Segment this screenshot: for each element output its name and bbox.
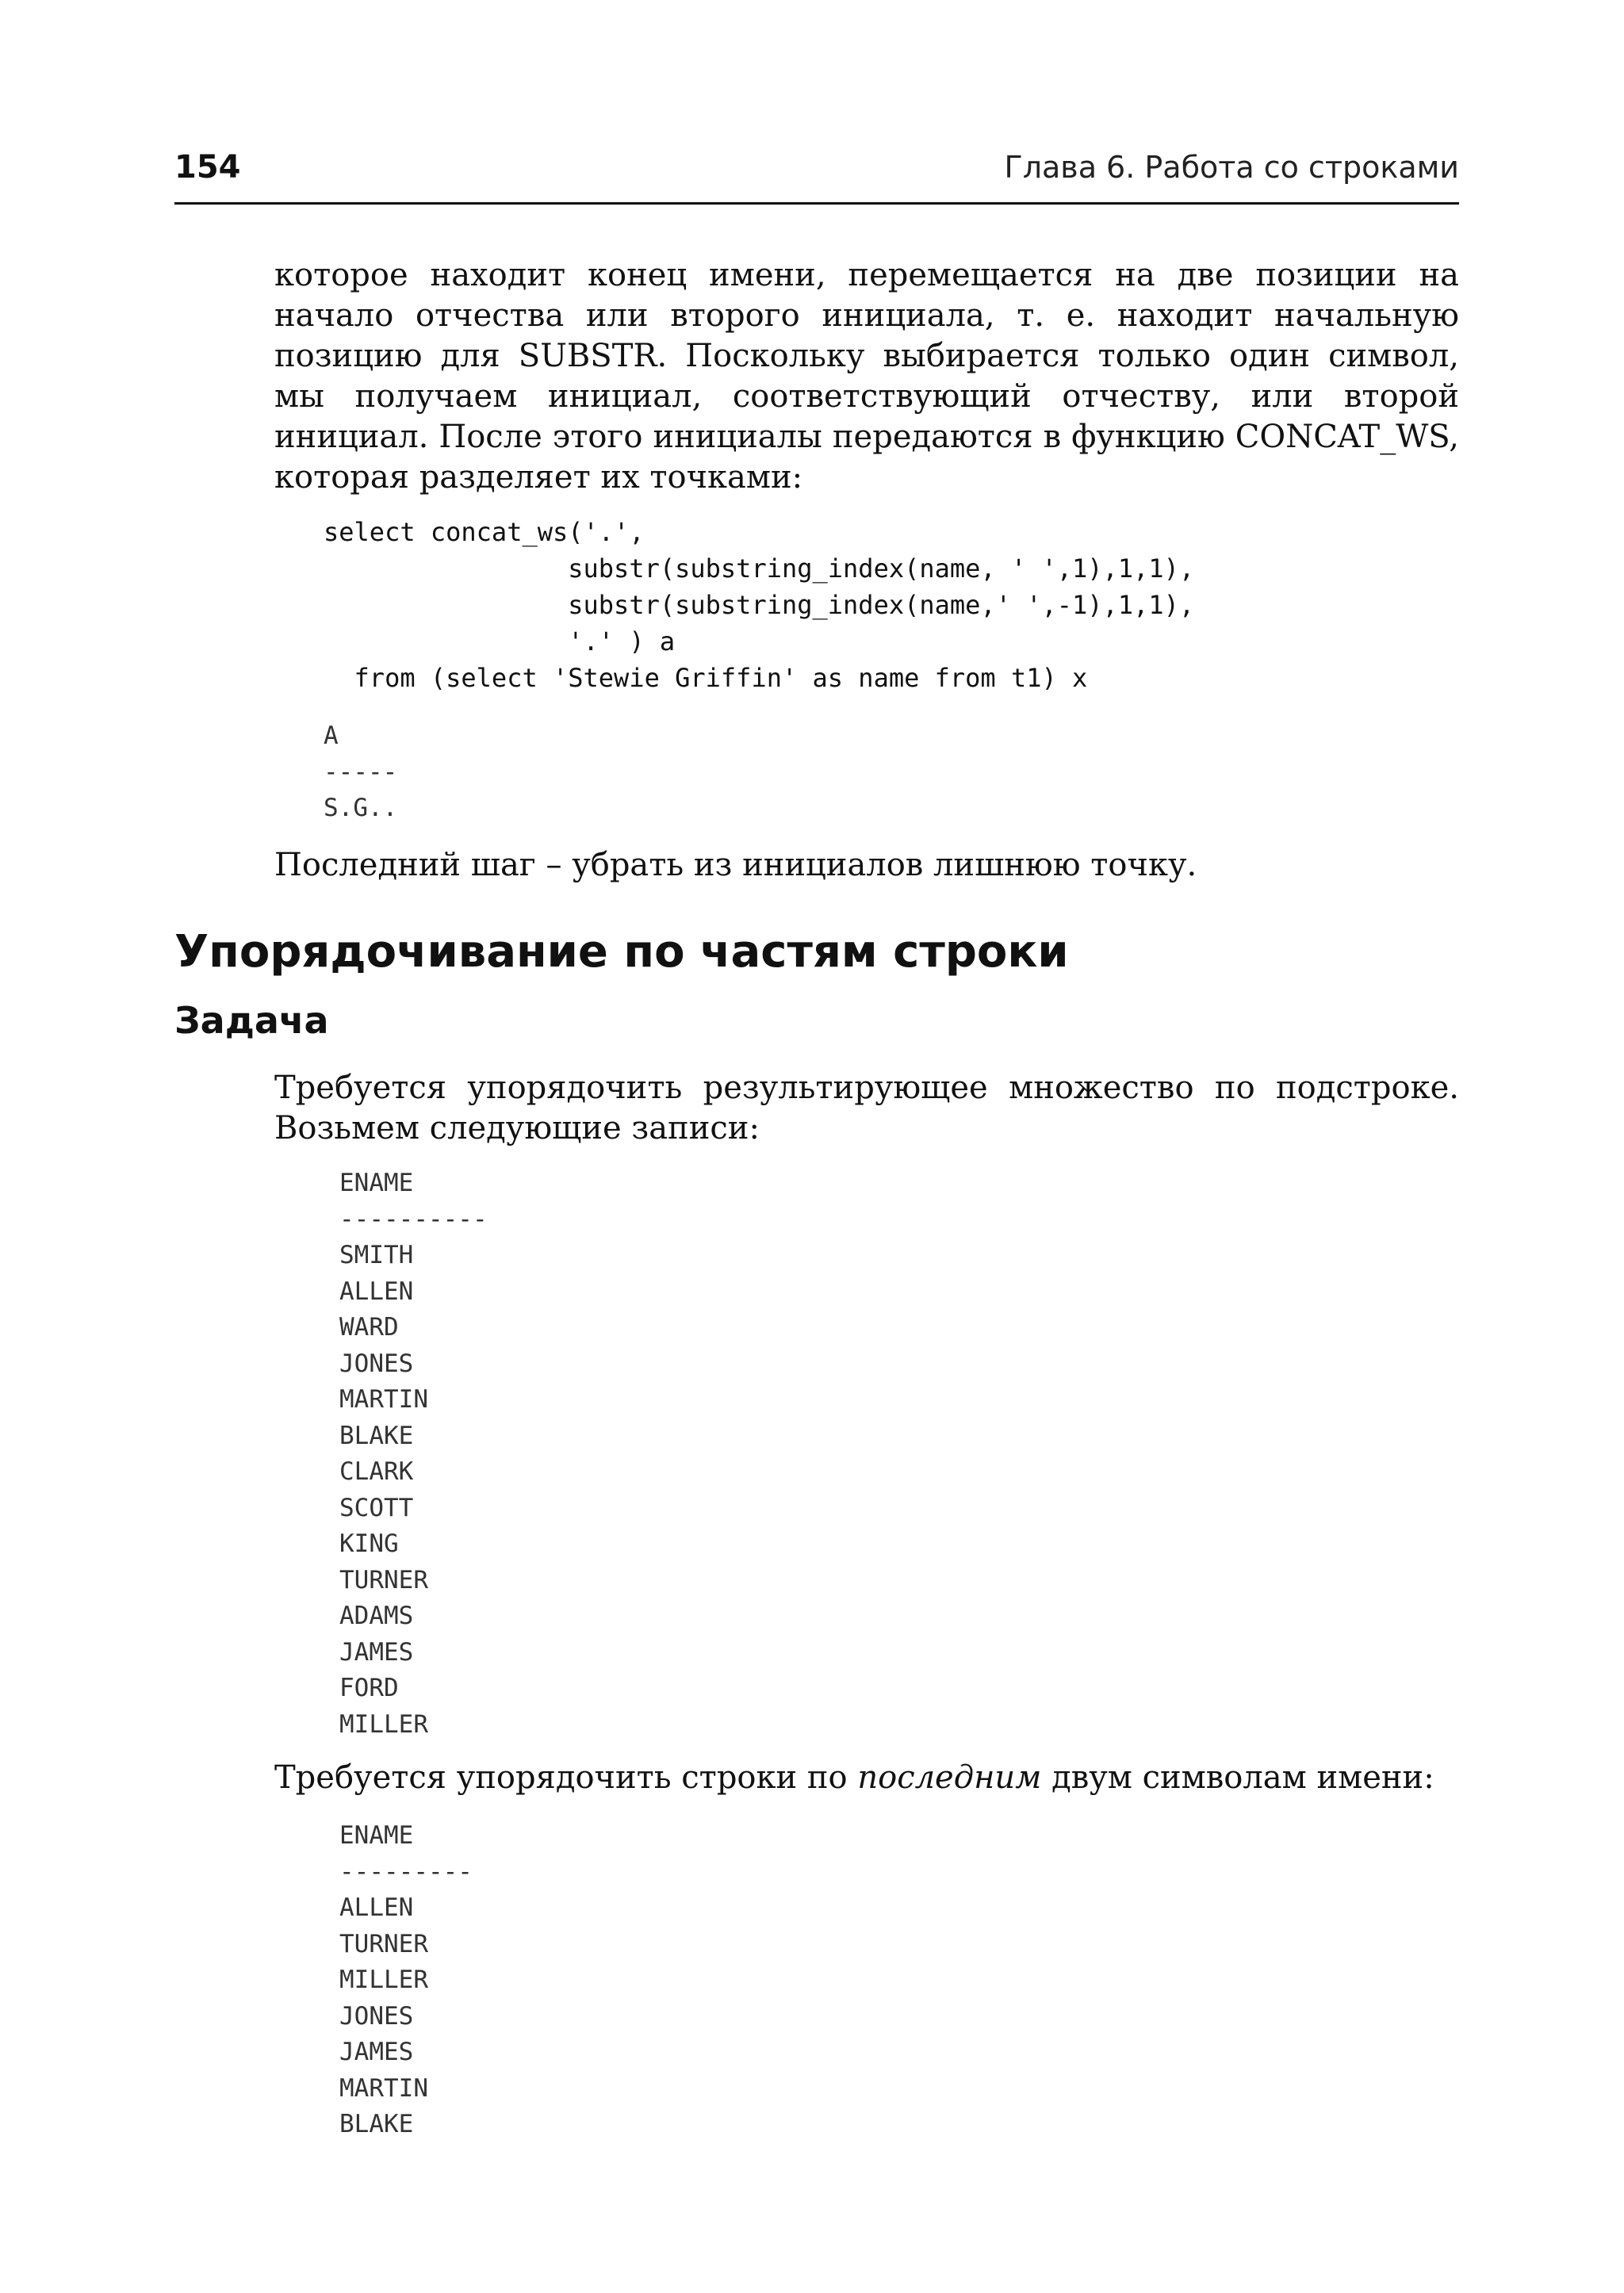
- ename-list-unsorted: ENAME ---------- SMITH ALLEN WARD JONES MARTIN BLAKE CLARK SCOTT KING TURNER ADAMS JAMES FORD MILLER: [339, 1169, 488, 1739]
- emphasis-last: последним: [857, 1759, 1042, 1796]
- paragraph-task: Требуется упорядочить результирующее множество по подстроке. Возьмем следующие записи:: [274, 1070, 1459, 1146]
- running-header: [174, 147, 1459, 205]
- section-heading: Упорядочивание по частям строки: [174, 926, 1069, 978]
- query-output-initials: A ----- S.G..: [324, 722, 398, 822]
- chapter-title: Глава 6. Работа со строками: [1004, 150, 1459, 185]
- paragraph-last-step: Последний шаг – убрать из инициалов лишнюю точку.: [274, 847, 1197, 883]
- paragraph-sort-requirement: [274, 1758, 1459, 1798]
- ename-list-sorted: ENAME --------- ALLEN TURNER MILLER JONES JAMES MARTIN BLAKE: [339, 1821, 473, 2138]
- paragraph-sort-requirement-start: Требуется упорядочить строки по: [274, 1759, 858, 1796]
- paragraph-concat-explanation: которое находит конец имени, перемещается на две позиции на начало отчества или второго инициала, т. е. находит начальную позицию для SUBSTR. Поскольку выбирается только один символ, мы получаем инициал, соответствующий отчеству, или второй инициал. После этого инициалы передаются в функцию CONCAT_WS, которая разделяет их точками:: [274, 257, 1459, 496]
- paragraph-sort-requirement-end: двум символам имени:: [1041, 1759, 1434, 1796]
- code-listing-concat-ws: select concat_ws('.', substr(substring_index(name, ' ',1),1,1), substr(substring_index(name,' ',-1),1,1), '.' ) a from (select 'Stewie Griffin' as name from t1) x: [324, 517, 1195, 693]
- subsection-heading: Задача: [174, 999, 329, 1042]
- page-number: 154: [174, 149, 241, 186]
